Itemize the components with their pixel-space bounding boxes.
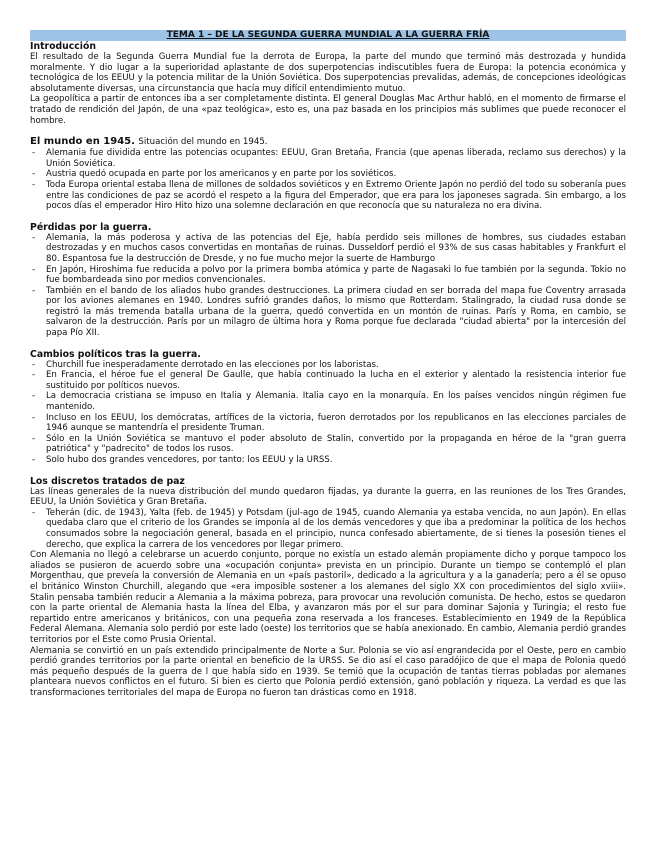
document-page	[30, 30, 626, 698]
list-item: - En Japón, Hiroshima fue reducida a polvo por la primera bomba atómica y parte de Nagasaki lo fue también por la segunda. Tokio no fue bombardeada sino por medios convencionales.	[30, 265, 626, 286]
list-item: - Incluso en los EEUU, los demócratas, artífices de la victoria, fueron derrotados por los republicanos en las elecciones parciales de 1946 aunque se mantendría el presidente Truman.	[30, 413, 626, 434]
tratados-paragraph: Con Alemania no llegó a celebrarse un acuerdo conjunto, porque no existía un estado alemán propiamente dicho y porque tampoco los aliados se pusieron de acuerdo sobre una «ocupación conjunta» prevista en un principio. Durante un tiempo se contempló el plan Morgenthau, que preveía la conversión de Alemania en un «país pastoril», dedicado a la agricultura y a la ganadería; pero a él se opuso el británico Winston Churchill, alegando que «era imposible sostener a los alemanes del siglo XX con procedimientos del siglo xviii». Stalin pensaba también reducir a Alemania a la máxima pobreza, para provocar una revolución comunista. De hecho, estos se quedaron con la parte oriental de Alemania hasta la línea del Elba, y avanzaron más por el sur para dominar Sajonia y Turingia; el resto fue repartido entre americanos y británicos, con una pequeña zona reservada a los franceses. Establecimiento en 1949 de la República Federal Alemana. Alemania solo perdió por este lado (oeste) los territorios que se había anexionado. En cambio, Alemania perdió grandes territorios por el Este como Prusia Oriental.	[30, 550, 626, 645]
list-item: - La democracia cristiana se impuso en Italia y Alemania. Italia cayo en la monarquía. En los países vencidos ningún régimen fue mantenido.	[30, 391, 626, 412]
section-heading-introduccion: Introducción	[30, 41, 96, 52]
section-heading-perdidas: Pérdidas por la guerra.	[30, 221, 152, 233]
list-item: - Churchill fue inesperadamente derrotado en las elecciones por los laboristas.	[30, 360, 626, 371]
intro-paragraph: El resultado de la Segunda Guerra Mundial fue la derrota de Europa, la parte del mundo que terminó más destrozada y hundida moralmente. Y dio lugar a la superioridad aplastante de dos superpotencias indiscutibles fuera de Europa: la potencia económica y tecnológica de los EEUU y la potencia militar de la Unión Soviética. Dos superpotencias prevalidas, además, de concepciones ideológicas absolutamente diversas, una circunstancia que hacía muy difícil entendimiento mutuo.	[30, 52, 626, 94]
intro-paragraph: La geopolítica a partir de entonces iba a ser completamente distinta. El general Douglas Mac Arthur habló, en el momento de firmarse el tratado de rendición del Japón, de una «paz teológica», esto es, una paz basada en los principios más sublimes que puede reconocer el hombre.	[30, 94, 626, 126]
section-lead: Situación del mundo en 1945.	[138, 137, 268, 148]
section-heading-text: El mundo en 1945.	[30, 136, 135, 148]
perdidas-list	[30, 233, 626, 339]
list-item: - Sólo en la Unión Soviética se mantuvo el poder absoluto de Stalin, convertido por la propaganda en héroe de la "gran guerra patriótica" y "padrecito" de todos los rusos.	[30, 434, 626, 455]
section-heading-cambios: Cambios políticos tras la guerra.	[30, 348, 201, 360]
tratados-lead: Las líneas generales de la nueva distribución del mundo quedaron fijadas, ya durante la guerra, en las reuniones de los Tres Grandes, EEUU, la Unión Soviética y Gran Bretaña.	[30, 486, 626, 508]
list-item: - En Francia, el héroe fue el general De Gaulle, que había continuado la lucha en el exterior y alentado la resistencia interior fue sustituido por políticos nuevos.	[30, 370, 626, 391]
cambios-list	[30, 360, 626, 466]
list-item: - Alemania fue dividida entre las potencias ocupantes: EEUU, Gran Bretaña, Francia (que apenas liberada, reclamo sus derechos) y la Unión Soviética.	[30, 148, 626, 169]
list-item: - Alemania, la más poderosa y activa de las potencias del Eje, había perdido seis millones de hombres, sus ciudades estaban destrozadas y en muchos casos convertidas en montañas de ruinas. Dusseldorf perdió el 93% de sus casas habitables y Frankfurt el 80. Espantosa fue la destrucción de Dresde, y no fue mucho mejor la suerte de Hamburgo	[30, 233, 626, 265]
section-heading-tratados: Los discretos tratados de paz	[30, 475, 185, 487]
list-item: - También en el bando de los aliados hubo grandes destrucciones. La primera ciudad en ser borrada del mapa fue Coventry arrasada por los aviones alemanes en 1940. Londres sufrió grandes daños, lo mismo que Rotterdam. Stalingrado, la ciudad rusa donde se registró la más tremenda batalla urbana de la guerra, quedó convertida en un montón de ruinas. París y Roma, en cambio, se salvaron de la destrucción. París por un milagro de última hora y Roma porque fue declarada "ciudad abierta" por la intercesión del papa Pío XII.	[30, 286, 626, 339]
document-title: TEMA 1 – DE LA SEGUNDA GUERRA MUNDIAL A LA GUERRA FRÍA	[30, 30, 626, 41]
mundo-list	[30, 148, 626, 212]
section-heading-mundo-1945	[30, 136, 626, 148]
list-item: - Austria quedó ocupada en parte por los americanos y en parte por los soviéticos.	[30, 169, 626, 180]
list-item: - Solo hubo dos grandes vencedores, por tanto: los EEUU y la URSS.	[30, 455, 626, 466]
list-item: - Teherán (dic. de 1943), Yalta (feb. de 1945) y Potsdam (jul-ago de 1945, cuando Alemania ya estaba vencida, no aun Japón). En ellas quedaba claro que el criterio de los Grandes se imponía al de los demás vencedores y que iba a predominar la política de los hechos consumados sobre la negociación general, basada en el principio, nunca confesado abiertamente, de si tienes la posesión tienes el derecho, que explica la carrera de los vencedores por llegar primero.	[30, 508, 626, 550]
tratados-paragraph: Alemania se convirtió en un país extendido principalmente de Norte a Sur. Polonia se vio así engrandecida por el Oeste, pero en cambio perdió grandes territorios por la parte oriental en beneficio de la URSS. Se dio así el caso paradójico de que el mapa de Polonia quedó más pequeño después de la guerra de l que había sido en 1939. Se temió que la ocupación de tantas tierras pobladas por alemanes planteara nuevos conflictos en el futuro. Si bien es cierto que Polonia perdió extensión, ganó población y riqueza. La verdad es que las transformaciones territoriales del mapa de Europa no fueron tan drásticas como en 1918.	[30, 645, 626, 698]
list-item: - Toda Europa oriental estaba llena de millones de soldados soviéticos y en Extremo Oriente Japón no perdió del todo su soberanía pues entre las condiciones de paz se acordó el respeto a la figura del Emperador, que era para los japoneses sagrada. Sin embargo, a los pocos días el emperador Hiro Hito hizo una solemne declaración en que reconocía que su naturaleza no era divina.	[30, 180, 626, 212]
tratados-list	[30, 508, 626, 550]
